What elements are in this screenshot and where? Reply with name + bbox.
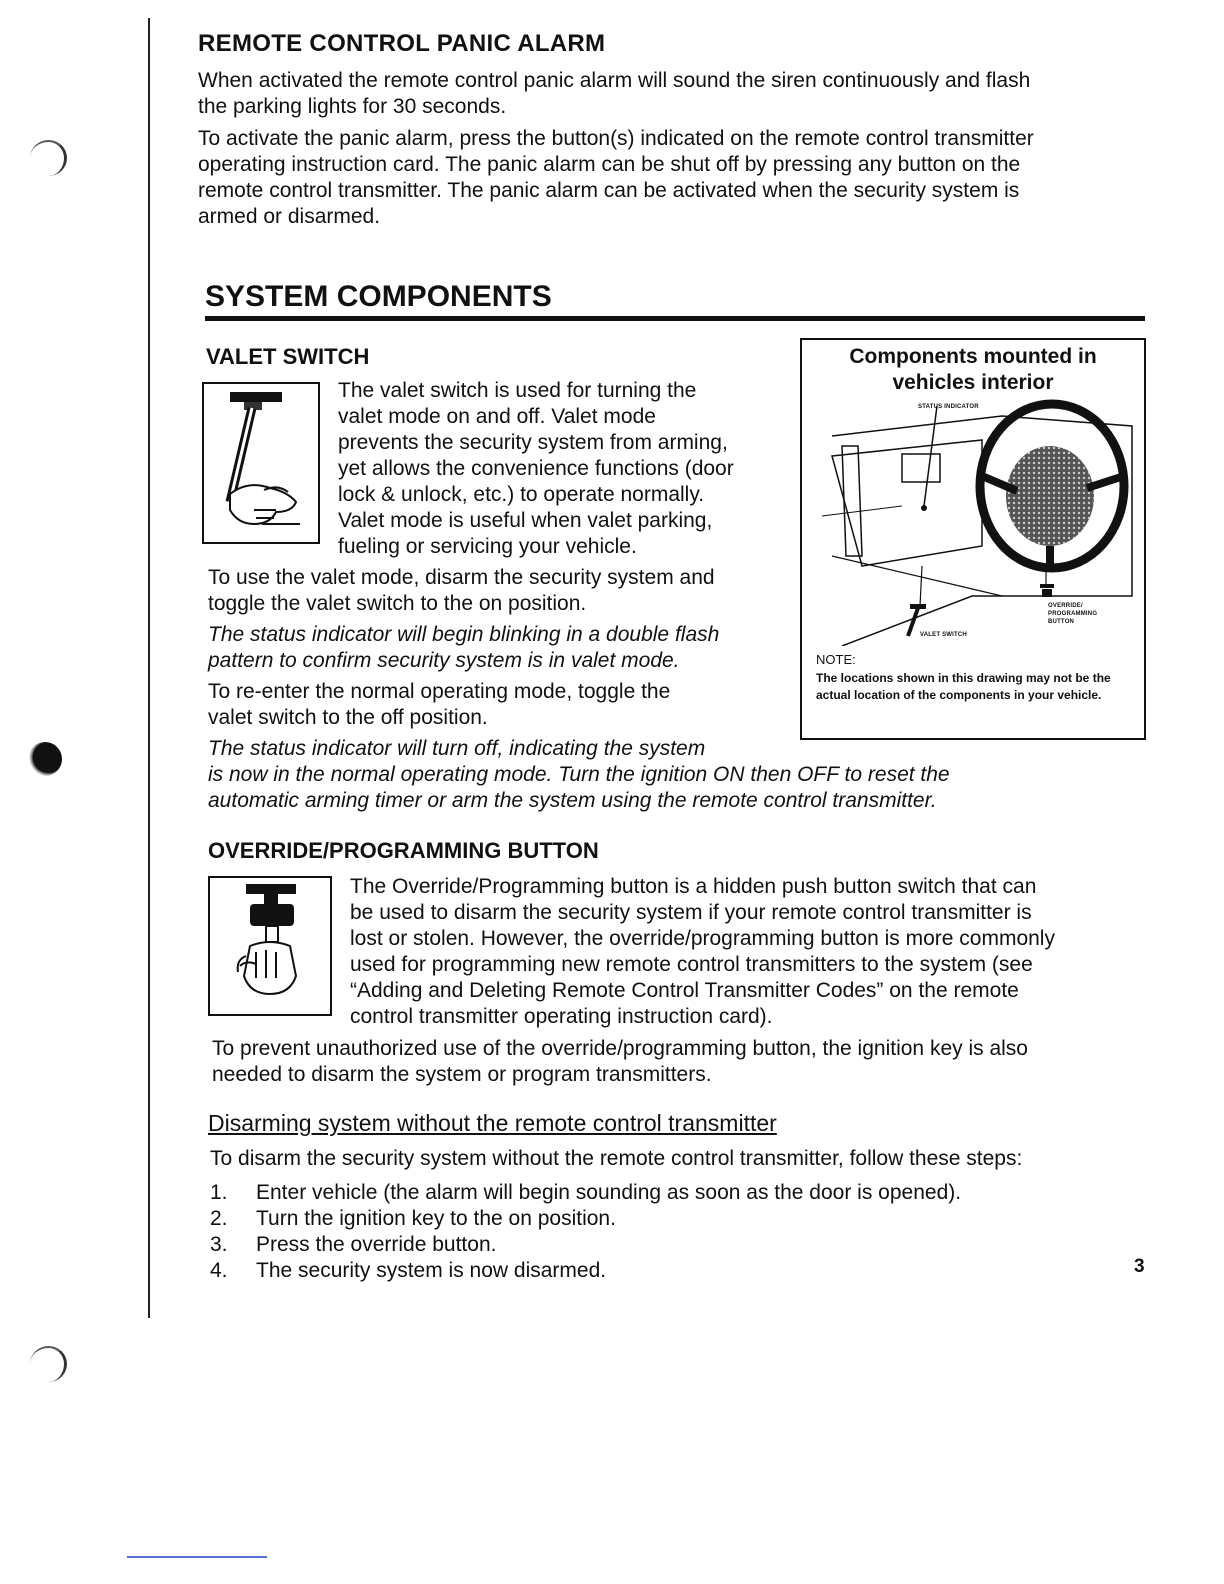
- step-text: Turn the ignition key to the on position.: [256, 1207, 616, 1230]
- step-number: 4.: [210, 1259, 228, 1282]
- text-line: remote control transmitter. The panic alarm can be activated when the security system is: [198, 179, 1020, 202]
- note-label: NOTE:: [816, 652, 856, 667]
- binder-hole-bottom: [30, 1346, 67, 1382]
- list-item: [210, 1258, 961, 1284]
- list-item: [210, 1206, 961, 1232]
- binder-margin-line: [148, 18, 150, 1318]
- disarming-heading: Disarming system without the remote control transmitter: [208, 1110, 777, 1136]
- text-line: BUTTON: [1048, 619, 1075, 625]
- text-line: be used to disarm the security system if your remote control transmitter is: [350, 901, 1032, 924]
- text-line: To use the valet mode, disarm the security system and: [208, 566, 715, 589]
- valet-switch-label: VALET SWITCH: [920, 632, 967, 638]
- section-divider: [205, 316, 1145, 321]
- text-line: The Override/Programming button is a hidden push button switch that can: [350, 875, 1037, 898]
- override-button-hand-icon: [210, 878, 330, 1014]
- text-line: Components mounted in: [849, 345, 1097, 368]
- text-line: To prevent unauthorized use of the override/programming button, the ignition key is also: [212, 1037, 1028, 1060]
- text-line: needed to disarm the system or program transmitters.: [212, 1063, 712, 1086]
- text-line: is now in the normal operating mode. Turn the ignition ON then OFF to reset the: [208, 763, 950, 786]
- remote-panic-paragraph-2: [198, 126, 1158, 230]
- binder-hole-middle: [28, 742, 62, 776]
- text-line: operating instruction card. The panic alarm can be shut off by pressing any button on the: [198, 153, 1021, 176]
- components-box-title: [802, 344, 1144, 396]
- valet-status-note: [208, 622, 798, 674]
- text-line: the parking lights for 30 seconds.: [198, 95, 507, 118]
- step-text: The security system is now disarmed.: [256, 1259, 607, 1282]
- valet-switch-heading: VALET SWITCH: [206, 344, 370, 369]
- text-line: valet switch to the off position.: [208, 706, 488, 729]
- text-line: When activated the remote control panic alarm will sound the siren continuously and flash: [198, 69, 1031, 92]
- text-line: lock & unlock, etc.) to operate normally.: [338, 483, 705, 506]
- text-line: armed or disarmed.: [198, 205, 381, 228]
- valet-switch-illustration: [202, 382, 320, 544]
- text-line: pattern to confirm security system is in valet mode.: [208, 649, 680, 672]
- text-line: prevents the security system from arming,: [338, 431, 728, 454]
- text-line: control transmitter operating instruction card).: [350, 1005, 773, 1028]
- text-line: “Adding and Deleting Remote Control Transmitter Codes” on the remote: [350, 979, 1019, 1002]
- page-number: 3: [1134, 1256, 1145, 1277]
- valet-reenter-instructions: [208, 679, 788, 731]
- remote-panic-heading: REMOTE CONTROL PANIC ALARM: [198, 30, 606, 57]
- text-line: PROGRAMMING: [1048, 611, 1098, 617]
- text-line: yet allows the convenience functions (door: [338, 457, 734, 480]
- text-line: To re-enter the normal operating mode, toggle the: [208, 680, 671, 703]
- footer-rule: [127, 1556, 267, 1558]
- override-intro: [350, 874, 1150, 1030]
- text-line: automatic arming timer or arm the system using the remote control transmitter.: [208, 789, 937, 812]
- text-line: vehicles interior: [892, 371, 1054, 394]
- system-components-title: SYSTEM COMPONENTS: [205, 280, 552, 313]
- list-item: [210, 1232, 961, 1258]
- valet-switch-hand-icon: [204, 384, 318, 542]
- text-line: The valet switch is used for turning the: [338, 379, 697, 402]
- valet-off-note: [208, 736, 1108, 814]
- step-number: 2.: [210, 1207, 228, 1230]
- text-line: toggle the valet switch to the on position.: [208, 592, 587, 615]
- disarming-intro: To disarm the security system without the remote control transmitter, follow these steps:: [210, 1147, 1023, 1170]
- text-line: The status indicator will begin blinking in a double flash: [208, 623, 720, 646]
- valet-intro: [338, 378, 788, 560]
- text-line: lost or stolen. However, the override/programming button is more commonly: [350, 927, 1055, 950]
- text-line: fueling or servicing your vehicle.: [338, 535, 637, 558]
- step-number: 1.: [210, 1181, 228, 1204]
- list-item: [210, 1180, 961, 1206]
- step-number: 3.: [210, 1233, 228, 1256]
- remote-panic-paragraph-1: [198, 68, 1158, 120]
- override-button-illustration: [208, 876, 332, 1016]
- note-text: The locations shown in this drawing may not be the actual location of the components in your vehicle.: [816, 671, 1111, 702]
- override-prevent-note: [212, 1036, 1142, 1088]
- text-line: Valet mode is useful when valet parking,: [338, 509, 713, 532]
- text-line: To activate the panic alarm, press the button(s) indicated on the remote control transmitter: [198, 127, 1034, 150]
- step-text: Press the override button.: [256, 1233, 497, 1256]
- override-button-label: [1048, 602, 1097, 626]
- text-line: used for programming new remote control transmitters to the system (see: [350, 953, 1033, 976]
- text-line: The status indicator will turn off, indicating the system: [208, 737, 706, 760]
- status-indicator-label: STATUS INDICATOR: [918, 404, 979, 410]
- step-text: Enter vehicle (the alarm will begin sounding as soon as the door is opened).: [256, 1181, 962, 1204]
- binder-hole-top: [30, 140, 67, 176]
- override-button-heading: OVERRIDE/PROGRAMMING BUTTON: [208, 838, 599, 863]
- disarming-steps-list: [210, 1180, 961, 1284]
- valet-use-instructions: [208, 565, 788, 617]
- components-diagram-box: [800, 338, 1146, 740]
- text-line: OVERRIDE/: [1048, 603, 1083, 609]
- text-line: valet mode on and off. Valet mode: [338, 405, 656, 428]
